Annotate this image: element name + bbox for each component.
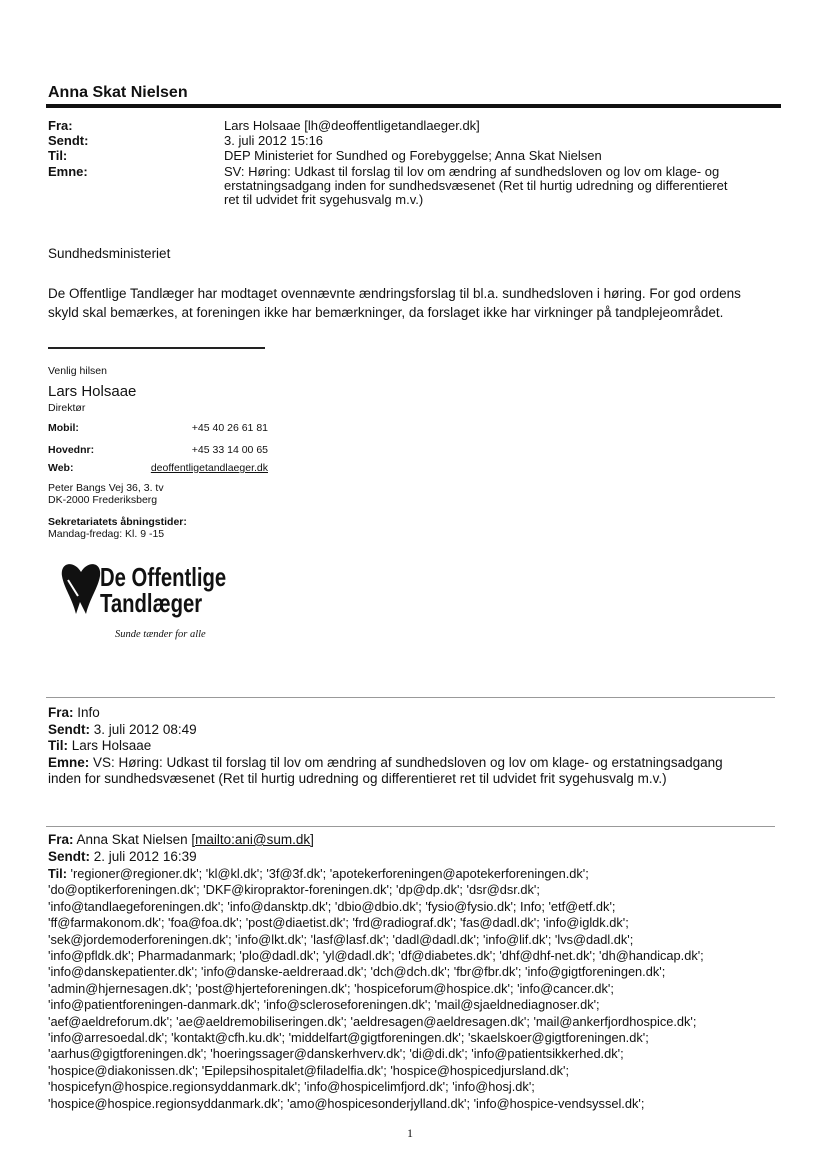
forwarded-header-2 [48,832,788,865]
subject-continuation: inden for sundhedsvæsenet (Ret til hurtig udredning og differentieret ret til udvidet frit sygehusvalg m.v.) [48,771,667,786]
logo-tagline: Sunde tænder for alle [115,629,206,640]
from-value: Lars Holsaae [lh@deoffentligetandlaeger.dk] [224,118,480,133]
to-value: DEP Ministeriet for Sundhed og Forebyggelse; Anna Skat Nielsen [224,148,602,163]
separator [46,826,775,827]
page-title: Anna Skat Nielsen [48,84,188,101]
recipient-line: 'hospice@diakonissen.dk'; 'Epilepsihospitalet@filadelfia.dk'; 'hospice@hospicedjursland.dk'; [48,1062,570,1078]
from-label: Fra: [48,832,74,847]
from-value: Anna Skat Nielsen [76,832,188,847]
body-paragraph [48,284,788,322]
recipient-line: 'info@patientforeningen-danmark.dk'; 'info@scleroseforeningen.dk'; 'mail@sjaeldnediagnoser.dk'; [48,997,600,1013]
recipient-line: 'ff@farmakonom.dk'; 'foa@foa.dk'; 'post@diaetist.dk'; 'frd@radiograf.dk'; 'fas@dadl.dk'; 'info@igldk.dk'; [48,915,629,931]
recipient-line: 'hospicefyn@hospice.regionsyddanmark.dk'; 'info@hospicelimfjord.dk'; 'info@hosj.dk'; [48,1079,535,1095]
to-label: Til: [48,148,68,163]
salutation: Sundhedsministeriet [48,246,171,261]
recipient-line: 'info@tandlaegeforeningen.dk'; 'info@dansktp.dk'; 'dbio@dbio.dk'; 'fysio@fysio.dk'; Info; 'etf@etf.dk'; [48,898,616,914]
sent-label: Sendt: [48,721,90,737]
mailto-link[interactable]: [mailto:ani@sum.dk] [191,832,314,847]
separator [46,697,775,698]
mobile-label: Mobil: [48,422,79,434]
email-header [48,119,788,215]
from-label: Fra: [48,705,74,720]
recipient-line: 'admin@hjernesagen.dk'; 'post@hjerteforeningen.dk'; 'hospiceforum@hospice.dk'; 'info@cancer.dk'; [48,980,614,996]
recipient-line: 'aef@aeldreforum.dk'; 'ae@aeldremobiliseringen.dk'; 'aeldresagen@aeldresagen.dk'; 'mail@ankerfjordhospice.dk'; [48,1013,697,1029]
recipient-line: 'info@arresoedal.dk'; 'kontakt@cfh.ku.dk'; 'middelfart@gigtforeningen.dk'; 'skaelskoer@gigtforeningen.dk'; [48,1030,649,1046]
recipient-line: 'regioner@regioner.dk'; 'kl@kl.dk'; '3f@3f.dk'; 'apotekerforeningen@apotekerforeningen.dk'; [70,866,589,881]
from-value: Info [77,705,100,720]
subject-line: ret til udvidet frit sygehusvalg m.v.) [224,192,424,207]
body-line: skyld skal bemærkes, at foreningen ikke har bemærkninger, da forslaget ikke har virkninger på tandplejeområdet. [48,305,724,320]
title-rule [46,104,781,108]
to-value: Lars Holsaae [71,738,152,753]
to-label: Til: [48,738,68,753]
recipient-line: 'info@pfldk.dk'; Pharmadanmark; 'plo@dadl.dk'; 'yl@dadl.dk'; 'df@diabetes.dk'; 'dhf@dhf-net.dk'; 'dh@handicap.dk'; [48,948,704,964]
hours-value: Mandag-fredag: Kl. 9 -15 [48,528,165,540]
to-label: Til: [48,866,67,881]
signature-name: Lars Holsaae [48,383,137,400]
recipient-list [48,866,788,1112]
subject-label: Emne: [48,164,88,179]
hours-label: Sekretariatets åbningstider: [48,516,187,528]
web-link[interactable]: deoffentligetandlaeger.dk [150,462,268,474]
subject-value [224,165,764,207]
main-phone-label: Hovednr: [48,444,95,456]
from-label: Fra: [48,118,73,133]
forwarded-header-1 [48,705,788,788]
subject-line: erstatningsadgang inden for sundhedsvæsenet (Ret til hurtig udredning og differentieret [224,178,728,193]
sent-value: 3. juli 2012 15:16 [224,133,324,148]
body-line: De Offentlige Tandlæger har modtaget ovennævnte ændringsforslag til bl.a. sundhedsloven i høring. For god ordens [48,286,741,301]
main-phone-value: +45 33 14 00 65 [191,444,268,456]
logo [58,556,258,646]
sent-label: Sendt: [48,133,89,148]
address-line: DK-2000 Frederiksberg [48,494,158,506]
logo-text-line2: Tandlæger [100,588,203,618]
recipient-line: 'aarhus@gigtforeningen.dk'; 'hoeringssager@danskerhverv.dk'; 'di@di.dk'; 'info@patientsikkerhed.dk'; [48,1046,624,1062]
recipient-line: 'do@optikerforeningen.dk'; 'DKF@kiropraktor-foreningen.dk'; 'dp@dp.dk'; 'dsr@dsr.dk'; [48,882,540,898]
subject-label: Emne: [48,754,90,770]
signature-greeting: Venlig hilsen [48,365,107,377]
web-label: Web: [48,462,74,474]
subject-line: SV: Høring: Udkast til forslag til lov om ændring af sundhedsloven og lov om klage- og [224,164,720,179]
subject-value: VS: Høring: Udkast til forslag til lov om ændring af sundhedsloven og lov om klage- og erstatningsadgang [93,754,723,770]
sent-value: 3. juli 2012 08:49 [93,721,197,737]
recipient-line: 'sek@jordemoderforeningen.dk'; 'info@lkt.dk'; 'lasf@lasf.dk'; 'dadl@dadl.dk'; 'info@lif.dk'; 'lvs@dadl.dk'; [48,931,634,947]
signature-title: Direktør [48,402,86,414]
logo-text-line1: De Offentlige [100,562,227,592]
address-line: Peter Bangs Vej 36, 3. tv [48,482,164,494]
page-number: 1 [407,1126,413,1140]
mobile-value: +45 40 26 61 81 [191,422,268,434]
recipient-line: 'hospice@hospice.regionsyddanmark.dk'; 'amo@hospicesonderjylland.dk'; 'info@hospice-vendsyssel.dk'; [48,1095,645,1111]
signature-rule [48,347,265,349]
sent-value: 2. juli 2012 16:39 [93,848,197,864]
recipient-line: 'info@danskepatienter.dk'; 'info@danske-aeldreraad.dk'; 'dch@dch.dk'; 'fbr@fbr.dk'; 'info@gigtforeningen.dk'; [48,964,666,980]
sent-label: Sendt: [48,848,90,864]
tooth-heart-icon [60,558,102,618]
